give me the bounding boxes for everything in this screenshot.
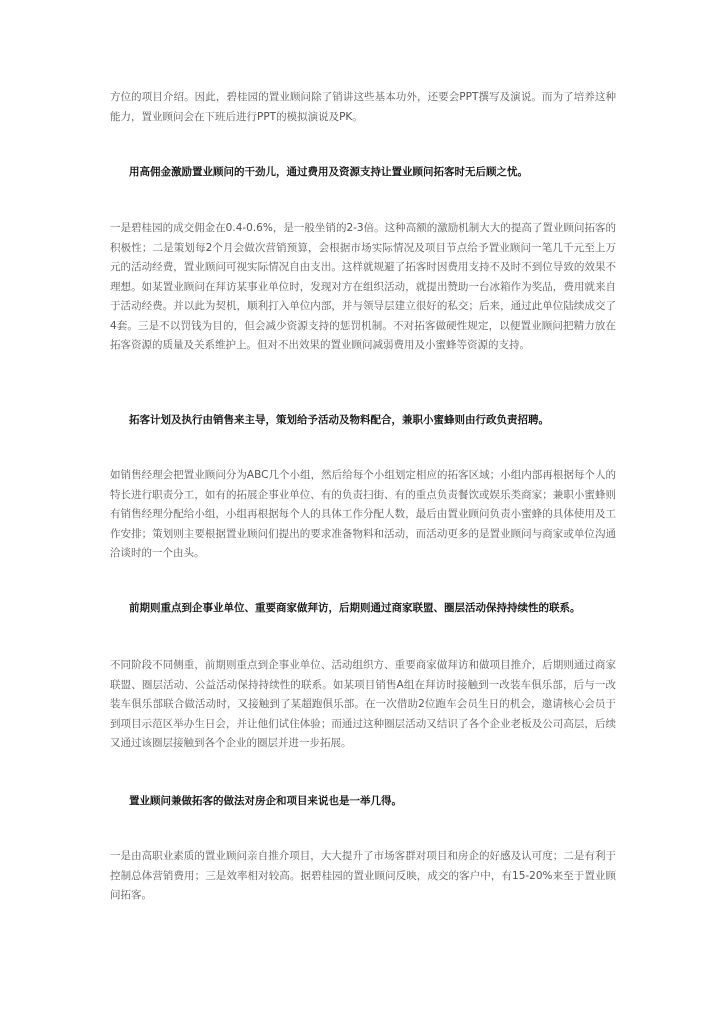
section-1-heading: 用高佣金激励置业顾问的干劲儿，通过费用及资源支持让置业顾问拓客时无后顾之忧。 (129, 166, 528, 178)
section-1-body: 一是碧桂园的成交佣金在0.4-0.6%，是一般坐销的2-3倍。这种高额的激励机制大大的提高了置业顾问拓客的积极性；二是策划每2个月会做次营销预算，会根据市场实际情况及项目节点给予置业顾问一笔几千元至上万元的活动经费，置业顾问可视实际情况自由支出。这样就规避了拓客时因费用支持不及时不到位导致的效果不理想。如某置业顾问在拜访某事业单位时，发现对方在组织活动，就提出赞助一台冰箱作为奖品，费用就来自于活动经费。并以此为契机，顺利打入单位内部，并与领导层建立很好的私交；后来，通过此单位陆续成交了4套。三是不以罚钱为目的，但会减少资源支持的惩罚机制。不对拓客做硬性规定，以便置业顾问把精力放在拓客资源的质量及关系维护上。但对不出效果的置业顾问减弱费用及小蜜蜂等资源的支持。 (110, 222, 616, 351)
section-2-heading: 拓客计划及执行由销售来主导，策划给予活动及物料配合，兼职小蜜蜂则由行政负责招聘。 (129, 414, 549, 426)
intro-paragraph: 方位的项目介绍。因此，碧桂园的置业顾问除了销讲这些基本功外，还要会PPT撰写及演说。而为了培养这种能力，置业顾问会在下班后进行PPT的模拟演说及PK。 (110, 91, 616, 123)
section-4-heading: 置业顾问兼做拓客的做法对房企和项目来说也是一举几得。 (129, 795, 402, 807)
section-2-body: 如销售经理会把置业顾问分为ABC几个小组，然后给每个小组划定相应的拓客区域；小组内部再根据每个人的特长进行职责分工，如有的拓展企事业单位、有的负责扫街、有的重点负责餐饮或娱乐类商家；兼职小蜜蜂则有销售经理分配给小组，小组再根据每个人的具体工作分配人数，最后由置业顾问负责小蜜蜂的具体使用及工作安排；策划则主要根据置业顾问们提出的要求准备物料和活动，而活动更多的是置业顾问与商家或单位沟通洽谈时的一个由头。 (110, 469, 616, 559)
section-3-body: 不同阶段不同侧重，前期则重点到企事业单位、活动组织方、重要商家做拜访和做项目推介，后期则通过商家联盟、圈层活动、公益活动保持持续性的联系。如某项目销售A组在拜访时接触到一改装车俱乐部，后与一改装车俱乐部联合做活动时，又接触到了某超跑俱乐部。在一次借助2位跑车会员生日的机会，邀请核心会员于到项目示范区举办生日会，并让他们试住体验；而通过这种圈层活动又结识了各个企业老板及公司高层，后续又通过该圈层接触到各个企业的圈层并进一步拓展。 (110, 659, 616, 749)
section-4-body: 一是由高职业素质的置业顾问亲自推介项目，大大提升了市场客群对项目和房企的好感及认可度；二是有利于控制总体营销费用；三是效率相对较高。据碧桂园的置业顾问反映，成交的客户中，有15-20%来至于置业顾问拓客。 (110, 850, 616, 901)
section-3-heading: 前期则重点到企事业单位、重要商家做拜访，后期则通过商家联盟、圈层活动保持持续性的联系。 (129, 602, 581, 614)
